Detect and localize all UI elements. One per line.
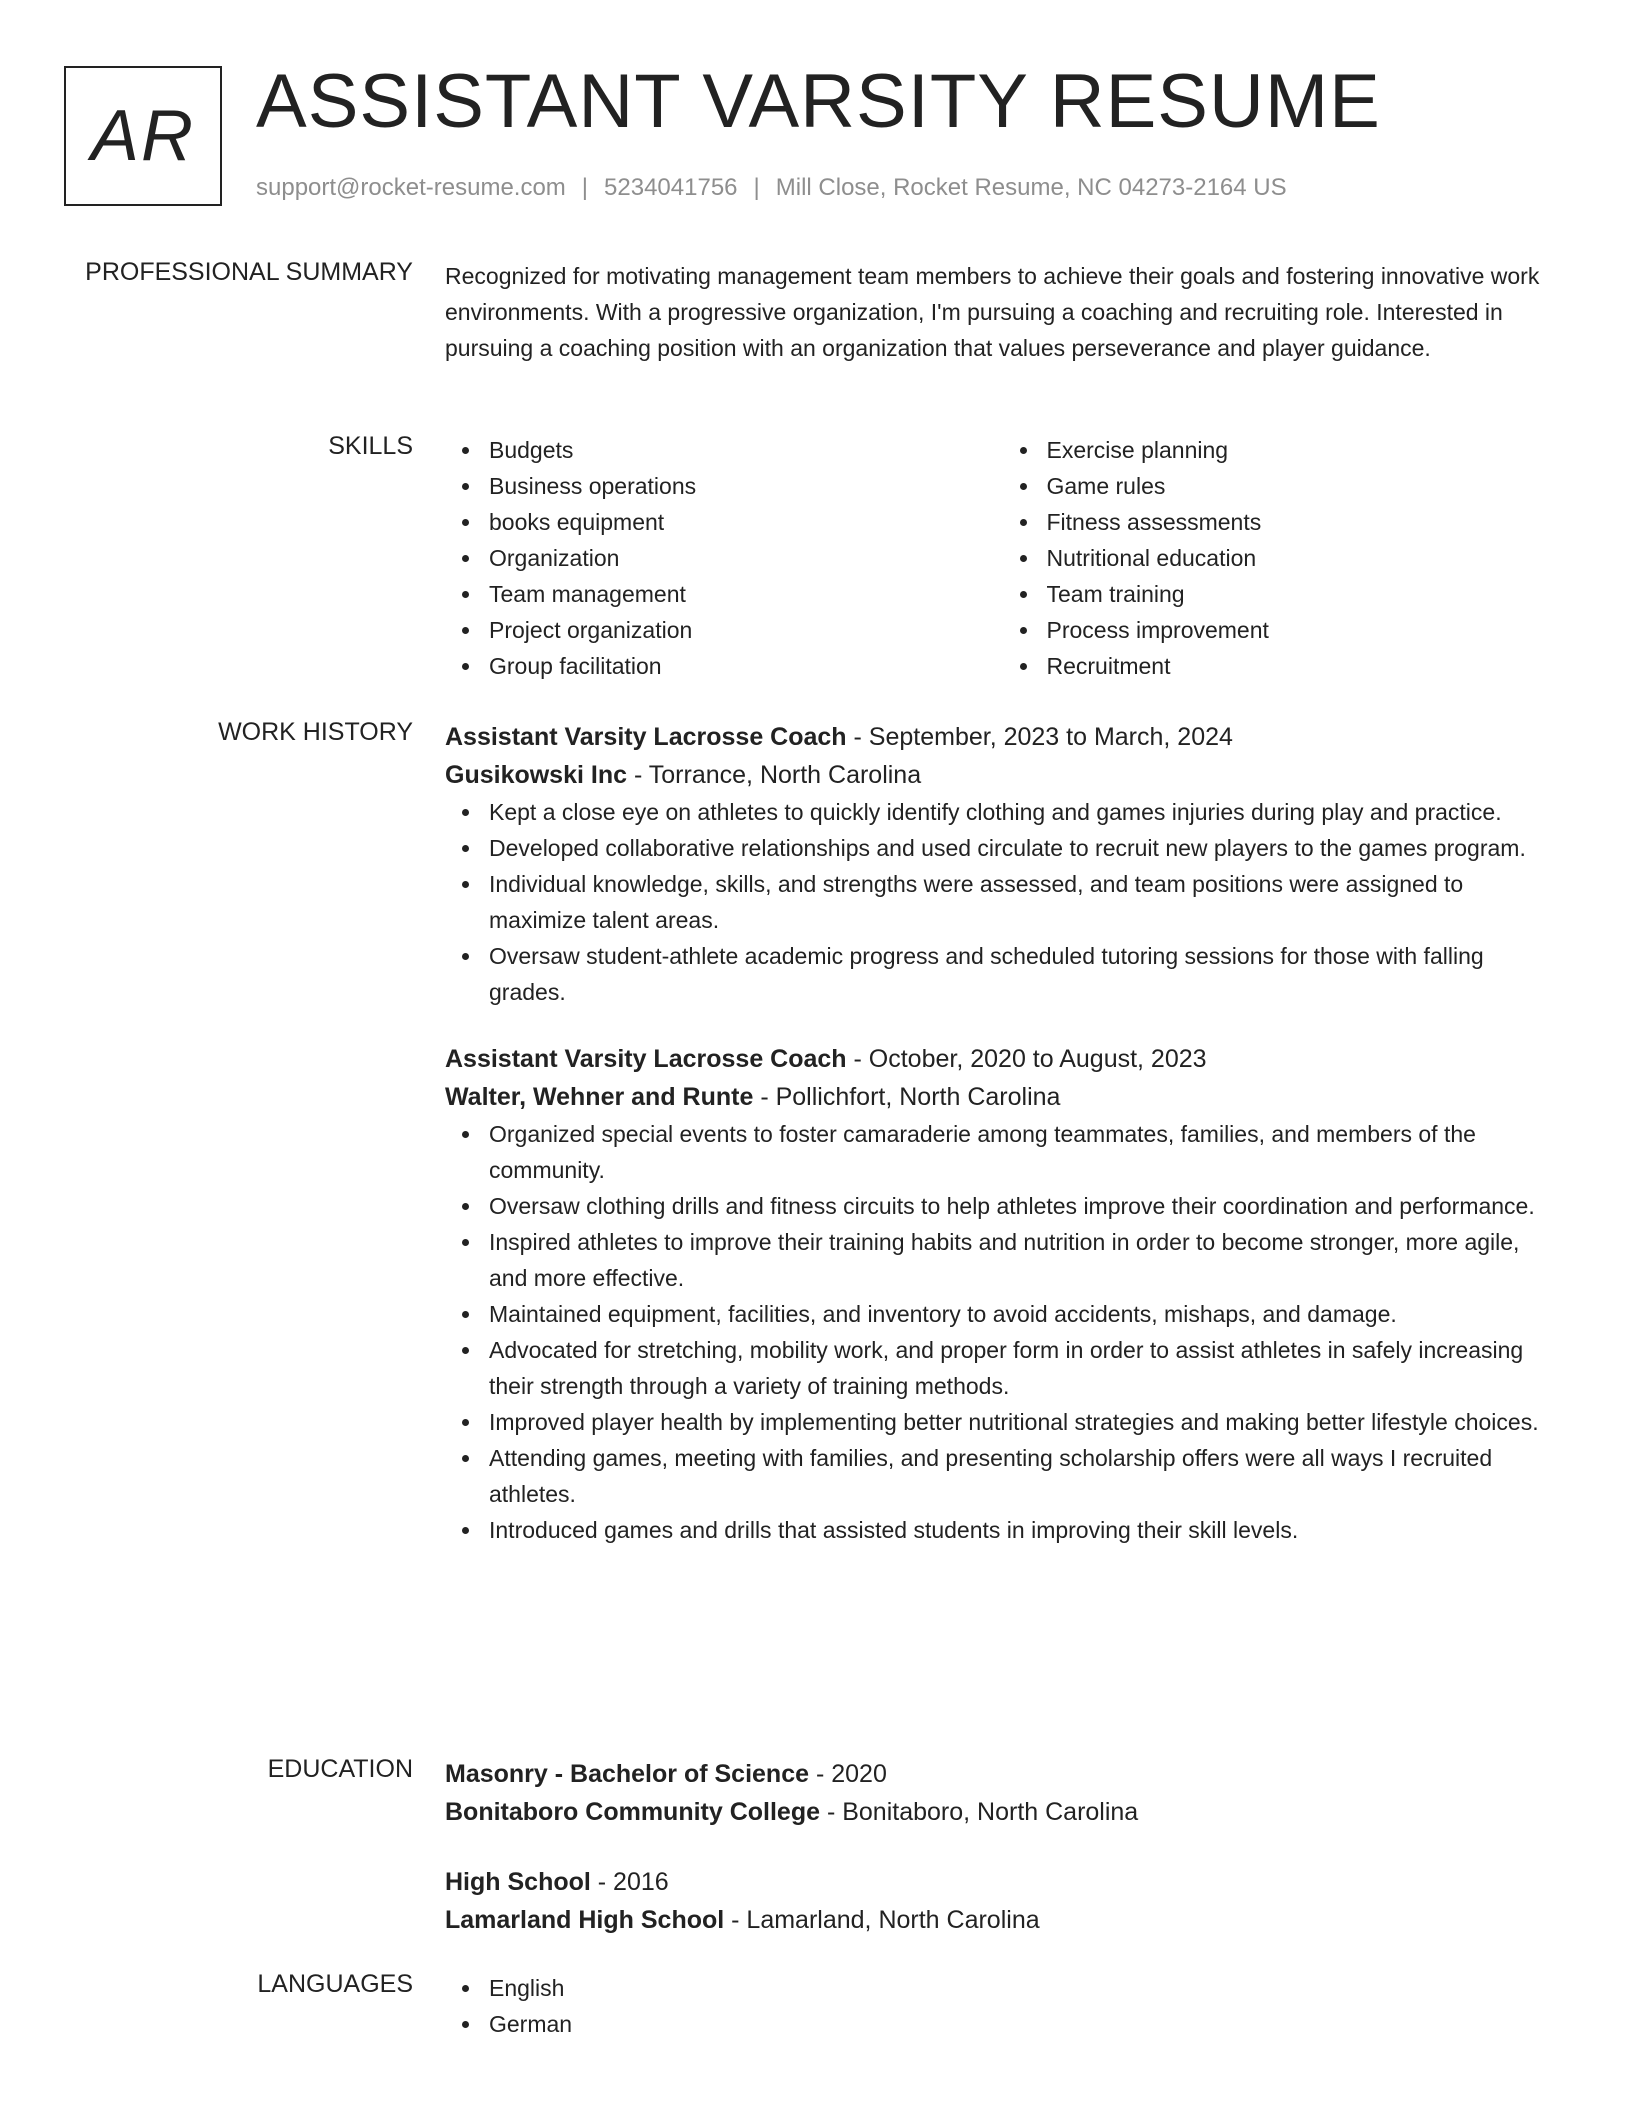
skill-item: Nutritional education [1047,540,1561,576]
education-location: - Bonitaboro, North Carolina [820,1798,1139,1826]
education-school: Lamarland High School [445,1906,725,1934]
work-history-heading: WORK HISTORY [218,718,413,746]
job-bullet: Inspired athletes to improve their training habits and nutrition in order to become stronger, more agile, and more effective. [489,1224,1560,1296]
skill-item: Fitness assessments [1047,504,1561,540]
skill-item: Budgets [489,432,1003,468]
job-company: Gusikowski Inc [445,761,628,789]
education-school: Bonitaboro Community College [445,1798,820,1826]
education-entry [445,1755,1560,1831]
skill-item: Organization [489,540,1003,576]
monogram-badge [64,66,222,206]
education-year: - 2020 [809,1760,887,1788]
skill-item: Recruitment [1047,648,1561,684]
job-bullet: Organized special events to foster camaraderie among teammates, families, and members of the community. [489,1116,1560,1188]
job-bullet: Advocated for stretching, mobility work, and proper form in order to assist athletes in safely increasing their strength through a variety of training methods. [489,1332,1560,1404]
job-bullet: Attending games, meeting with families, and presenting scholarship offers were all ways I recruited athletes. [489,1440,1560,1512]
job-bullet: Oversaw student-athlete academic progress and scheduled tutoring sessions for those with falling grades. [489,938,1560,1010]
work-history-content [445,718,1560,1548]
job-bullets [445,1116,1560,1548]
skill-item: Team training [1047,576,1561,612]
job-bullet: Kept a close eye on athletes to quickly identify clothing and games injuries during play and practice. [489,794,1560,830]
contact-email[interactable]: support@rocket-resume.com [256,174,566,201]
skill-item: Project organization [489,612,1003,648]
education-school-line [445,1901,1560,1939]
job-bullet: Maintained equipment, facilities, and inventory to avoid accidents, mishaps, and damage. [489,1296,1560,1332]
resume-title: ASSISTANT VARSITY RESUME [256,59,1381,144]
skills-heading: SKILLS [328,432,413,460]
job-bullet: Individual knowledge, skills, and strengths were assessed, and team positions were assigned to maximize talent areas. [489,866,1560,938]
skill-item: Team management [489,576,1003,612]
contact-address: Mill Close, Rocket Resume, NC 04273-2164 US [775,174,1287,201]
skill-item: Exercise planning [1047,432,1561,468]
job-title-line [445,1040,1560,1078]
education-location: - Lamarland, North Carolina [724,1906,1040,1934]
job-dates: - October, 2020 to August, 2023 [846,1045,1207,1073]
skills-list [445,432,1560,684]
job-company: Walter, Wehner and Runte [445,1083,754,1111]
skills-column-right [1003,432,1561,684]
skills-column-left [445,432,1003,684]
skill-item: Business operations [489,468,1003,504]
education-heading: EDUCATION [267,1755,413,1783]
job-role: Assistant Varsity Lacrosse Coach [445,1045,847,1073]
education-degree: High School [445,1868,591,1896]
skill-item: Process improvement [1047,612,1561,648]
languages-list [445,1970,1560,2042]
job-company-line [445,1078,1560,1116]
job-bullet: Improved player health by implementing better nutritional strategies and making better lifestyle choices. [489,1404,1560,1440]
languages-heading: LANGUAGES [257,1970,413,1998]
contact-separator: | [581,174,589,201]
job-bullet: Developed collaborative relationships and used circulate to recruit new players to the games program. [489,830,1560,866]
monogram-initials: AR [90,96,196,176]
language-item: English [489,1970,1560,2006]
job-bullet: Oversaw clothing drills and fitness circuits to help athletes improve their coordination and performance. [489,1188,1560,1224]
education-entry [445,1863,1560,1939]
job-company-line [445,756,1560,794]
education-year: - 2016 [590,1868,669,1896]
education-degree-line [445,1755,1560,1793]
job-bullet: Introduced games and drills that assisted students in improving their skill levels. [489,1512,1560,1548]
contact-line [256,174,1287,202]
contact-separator: | [753,174,760,201]
job-location: - Torrance, North Carolina [627,761,922,789]
skill-item: books equipment [489,504,1003,540]
job-entry [445,718,1560,1010]
job-title-line [445,718,1560,756]
summary-text: Recognized for motivating management team members to achieve their goals and fostering innovative work environments. With a progressive organization, I'm pursuing a coaching and recruiting role. Interested in pursuing a coaching position with an organization that values perseverance and player guidance. [445,263,1540,361]
skill-item: Group facilitation [489,648,1003,684]
job-role: Assistant Varsity Lacrosse Coach [445,723,847,751]
languages-content [445,1970,1560,2042]
job-entry [445,1040,1560,1548]
education-school-line [445,1793,1560,1831]
language-item: German [489,2006,1560,2042]
skill-item: Game rules [1047,468,1561,504]
education-degree: Masonry - Bachelor of Science [445,1760,810,1788]
job-dates: - September, 2023 to March, 2024 [846,723,1233,751]
education-content [445,1755,1560,1939]
summary-heading: PROFESSIONAL SUMMARY [85,258,413,286]
job-location: - Pollichfort, North Carolina [753,1083,1061,1111]
education-degree-line [445,1863,1560,1901]
contact-phone[interactable]: 5234041756 [604,174,738,201]
job-bullets [445,794,1560,1010]
